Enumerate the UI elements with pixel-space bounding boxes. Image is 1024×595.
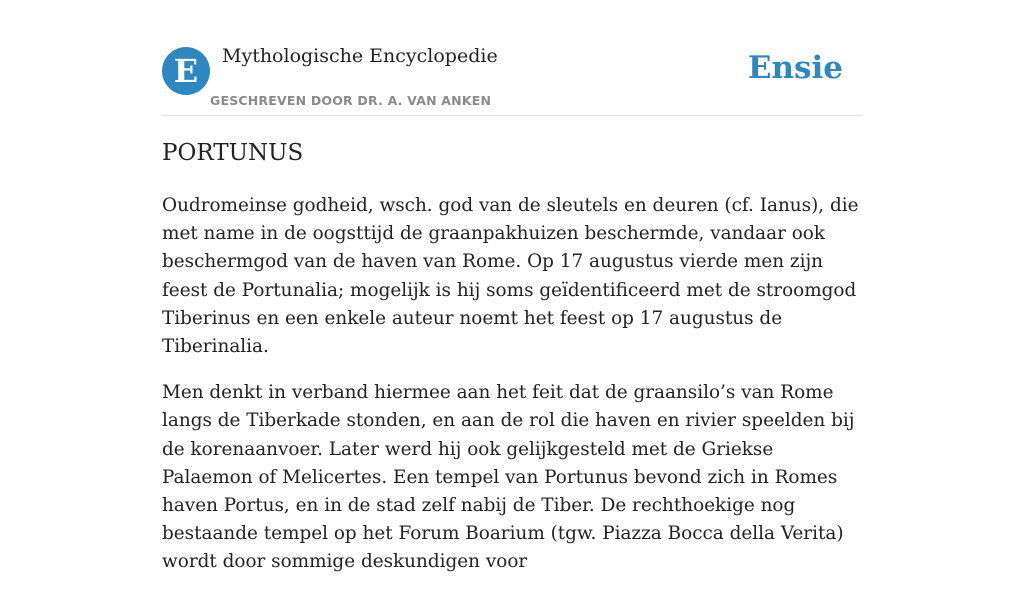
encyclopedia-title-link[interactable]: Mythologische Encyclopedie	[222, 45, 498, 67]
article-paragraph: Oudromeinse godheid, wsch. god van de sleutels en deuren (cf. Ianus), die met name in de oogsttijd de graanpakhuizen beschermde, vandaar ook beschermgod van de haven van Rome. Op 17 augustus vierde men zijn feest de Portunalia; mogelijk is hij soms geïdentificeerd met de stroomgod Tiberinus en een enkele auteur noemt het feest op 17 augustus de Tiberinalia.	[162, 195, 859, 358]
article-body	[162, 192, 862, 595]
page-container	[162, 0, 862, 573]
ensie-logo-icon[interactable]: E	[162, 47, 210, 95]
ensie-brand-link[interactable]: Ensie	[747, 50, 843, 86]
page-header	[162, 0, 862, 116]
article-paragraph: Men denkt in verband hiermee aan het feit dat de graansilo’s van Rome langs de Tiberkade stonden, en aan de rol die haven en rivier speelden bij de korenaanvoer. Later werd hij ook gelijkgesteld met de Griekse Palaemon of Melicertes. Een tempel van Portunus bevond zich in Romes haven Portus, en in de stad zelf nabij de Tiber. De rechthoekige nog bestaande tempel op het Forum Boarium (tgw. Piazza Bocca della Verita) wordt door sommige deskundigen voor	[162, 382, 855, 573]
article-title: PORTUNUS	[162, 140, 304, 166]
author-byline: GESCHREVEN DOOR DR. A. VAN ANKEN	[210, 93, 492, 108]
